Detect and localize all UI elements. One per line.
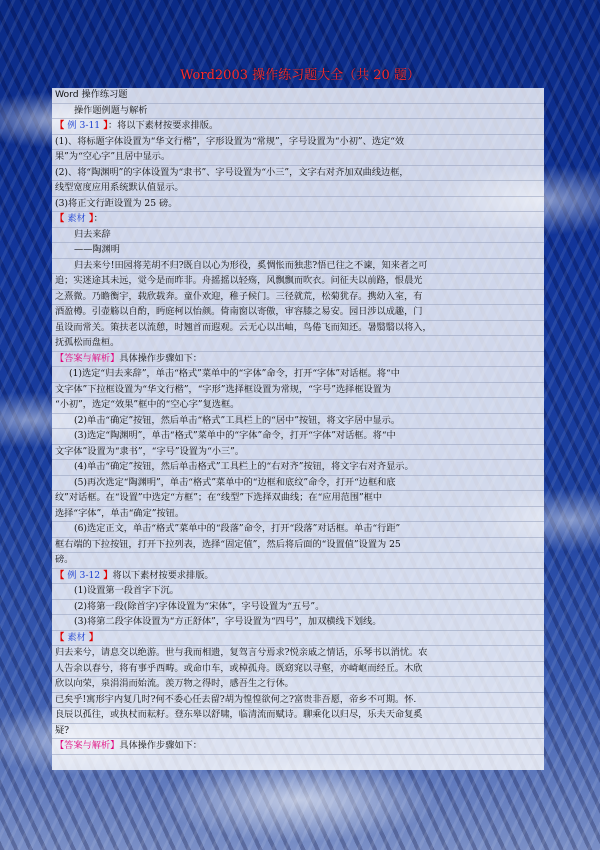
line-text: (3)将第二段字体设置为“方正舒体”，字号设置为“四号”，加双横线下划线。: [74, 616, 382, 627]
document-line: [52, 88, 544, 104]
document-line: [52, 600, 544, 616]
document-line: [52, 553, 544, 569]
document-line: [52, 677, 544, 693]
line-text: 归去来辞: [74, 228, 111, 240]
line-text: Word 操作练习题: [55, 89, 128, 100]
document-line: [52, 135, 544, 151]
line-text: 追；实迷途其未远，觉今是而昨非。舟摇摇以轻殇，风飘飘而吹衣。问征夫以前路，恨晨光: [55, 275, 423, 286]
line-text: (3)将正文行距设置为 25 磅。: [55, 197, 178, 209]
line-text: 】: [85, 631, 99, 643]
line-text: 【: [55, 631, 68, 643]
document-line: [52, 290, 544, 306]
line-text: ——陶渊明: [74, 244, 120, 255]
document-line: [52, 166, 544, 182]
document-line: [52, 476, 544, 492]
line-text: (2)、将“陶渊明”的字体设置为“隶书”、字号设置为“小三”，文字右对齐加双曲线边框，: [55, 166, 409, 178]
line-text: (1)设置第一段首字下沉。: [74, 585, 179, 596]
document-line: [52, 228, 544, 244]
document-line: [52, 305, 544, 321]
line-text: 】: [100, 120, 108, 131]
document-line: [52, 507, 544, 523]
page-title: Word2003 操作练习题大全（共 20 题）: [180, 68, 420, 83]
line-text: ：: [93, 213, 103, 224]
line-text: 【: [55, 213, 68, 224]
line-text: 具体操作步骤如下：: [119, 740, 202, 751]
line-text: 例 3-12: [67, 569, 101, 581]
document-line: [52, 460, 544, 476]
document-line: [52, 584, 544, 600]
document-line: [52, 429, 544, 445]
document-line: [52, 336, 544, 352]
document-line: [52, 522, 544, 538]
line-text: (2)将第一段(除首字)字体设置为“宋体”，字号设置为“五号”。: [74, 600, 325, 612]
document-line: [52, 181, 544, 197]
line-text: 归去来兮，请息交以绝游。世与我而相遗，复驾言兮焉求?悦亲戚之情话，乐琴书以消忧。农: [55, 647, 428, 658]
line-text: 磅。: [55, 554, 74, 565]
line-text: 】: [100, 569, 113, 581]
document-body: [52, 88, 544, 770]
line-text: 欣以向荣，泉涓涓而始流。羡万物之得时，感吾生之行休。: [55, 678, 294, 689]
line-text: 抚孤松而盘桓。: [55, 337, 120, 348]
line-text: 【答案与解析】: [55, 352, 120, 364]
line-text: 【答案与解析】: [55, 740, 120, 751]
line-text: 之熹微。乃瞻衡宇，载欣载奔。童仆欢迎，稚子候门。三径就荒，松菊犹存。携幼入室，有: [55, 290, 423, 302]
document-line: [52, 739, 544, 755]
document-line: [52, 569, 544, 585]
document-line: [52, 445, 544, 461]
line-text: 框右端的下拉按钮，打开下拉列表，选择“固定值”，然后将后面的“设置值”设置为 25: [55, 538, 401, 550]
document-line: [52, 243, 544, 259]
line-text: 人告余以春兮，将有事乎西畴。或命巾车，或棹孤舟。既窈窕以寻壑，亦崎岖而经丘。木欣: [55, 662, 423, 674]
line-text: (4)单击“确定”按钮，然后单击格式”工具栏上的“右对齐”按钮，将文字右对齐显示。: [74, 461, 414, 472]
document-line: [52, 724, 544, 740]
line-text: 将以下素材按要求排版。: [112, 569, 214, 581]
line-text: 例 3-11: [67, 120, 101, 131]
line-text: (1)选定“归去来辞”，单击“格式”菜单中的“字体”命令，打开“字体”对话框。将“中: [69, 368, 400, 379]
line-text: (2)单击“确定”按钮，然后单击“格式”工具栏上的“居中”按钮，将文字居中显示。: [74, 414, 401, 426]
line-text: 文字体”下拉框设置为“华文行楷”，“字形”选择框设置为常规，“字号”选择框设置为: [55, 383, 392, 395]
line-text: 已矣乎!寓形宇内复几时?何不委心任去留?胡为惶惶欲何之?富贵非吾愿，帝乡不可期。怀.: [55, 693, 417, 705]
document-line: [52, 197, 544, 213]
document-line: [52, 367, 544, 383]
document-line: [52, 104, 544, 120]
line-text: 疑?: [55, 724, 70, 736]
document-line: [52, 708, 544, 724]
line-text: 酒盈樽。引壶觞以自酌，眄庭柯以怡颜。倚南窗以寄傲，审容膝之易安。园日涉以成趣，门: [55, 306, 423, 317]
line-text: (6)选定正文，单击“格式”菜单中的“段落”命令，打开“段落”对话框。单击“行距”: [74, 523, 401, 534]
document-line: [52, 150, 544, 166]
document-line: [52, 646, 544, 662]
line-text: 虽设而常关。策扶老以流憩，时翘首而遐观。云无心以出岫，鸟倦飞而知还。暑翳翳以将入，: [55, 321, 432, 333]
document-line: [52, 274, 544, 290]
line-text: 归去来兮!田园将芜胡不归?既自以心为形役，奚惆怅而独悲?悟已往之不谏，知来者之可: [74, 259, 428, 271]
line-text: 【: [55, 569, 68, 581]
line-text: 素材: [67, 631, 86, 643]
line-text: 线型宽度应用系统默认值显示。: [55, 182, 184, 193]
line-text: (5)再次选定“陶渊明”，单击“格式”菜单中的“边框和底纹”命令，打开“边框和底: [74, 476, 396, 488]
line-text: 【: [55, 120, 68, 131]
document-line: [52, 398, 544, 414]
document-line: [52, 693, 544, 709]
line-text: ：将以下素材按要求排版。: [107, 120, 219, 131]
document-line: [52, 321, 544, 337]
line-text: (1)、将标题字体设置为“华文行楷”，字形设置为“常规”，字号设置为“小初”、选定“效: [55, 135, 405, 147]
document-line: [52, 383, 544, 399]
document-line: [52, 414, 544, 430]
document-line: [52, 259, 544, 275]
document-line: [52, 662, 544, 678]
line-text: 选择“字体”，单击“确定”按钮。: [55, 507, 185, 519]
document-line: [52, 119, 544, 135]
line-text: 纹”对话框。在“设置”中选定“方框”；在“线型”下选择双曲线；在“应用范围”框中: [55, 492, 383, 503]
document-line: [52, 615, 544, 631]
document-line: [52, 631, 544, 647]
document-line: [52, 352, 544, 368]
line-text: 】: [85, 213, 94, 224]
document-line: [52, 212, 544, 228]
document-line: [52, 538, 544, 554]
line-text: (3)选定“陶渊明”，单击“格式”菜单中的“字体”命令，打开“字体”对话框。将“中: [74, 430, 396, 441]
document-line: [52, 491, 544, 507]
line-text: “小初”，选定“效果”框中的“空心字”复选框。: [55, 399, 240, 410]
line-text: 具体操作步骤如下：: [119, 352, 202, 364]
line-text: 良辰以孤往，或执杖而耘籽。登东皋以舒啸，临清流而赋诗。聊乘化以归尽，乐夫天命复奚: [55, 709, 423, 720]
line-text: 果”为“空心字”且居中显示。: [55, 151, 171, 162]
line-text: 素材: [67, 213, 86, 224]
line-text: 操作题例题与解析: [74, 104, 148, 116]
line-text: 文字体”设置为“隶书”，“字号”设置为“小三”。: [55, 445, 245, 457]
